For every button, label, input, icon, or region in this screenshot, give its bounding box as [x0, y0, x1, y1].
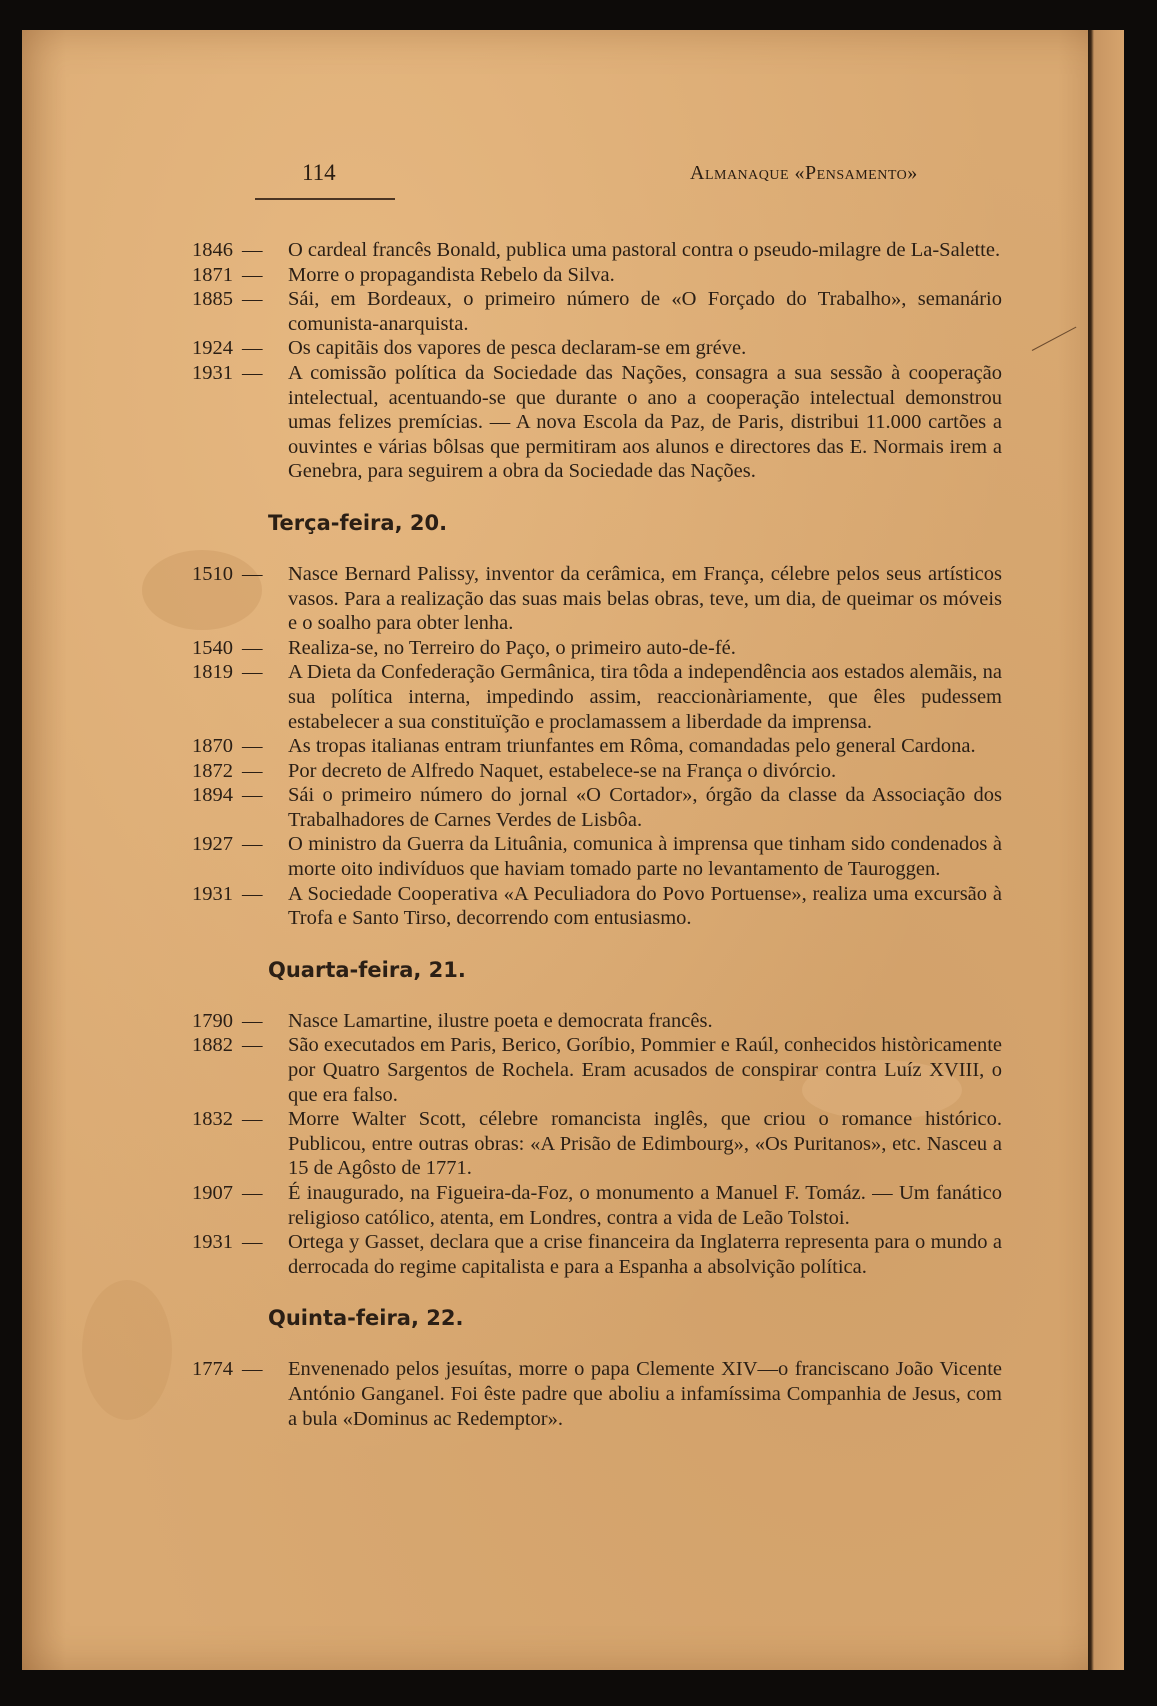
- chronology-entry: [192, 636, 1002, 661]
- entry-dash: —: [242, 1182, 263, 1204]
- chronology-entry: [192, 660, 1002, 734]
- chronology-entry: [192, 1033, 1002, 1107]
- entry-dash: —: [242, 661, 263, 684]
- entry-dash: —: [242, 882, 263, 905]
- entry-year: 1927: [192, 833, 233, 856]
- entry-dash: —: [242, 759, 263, 782]
- entry-year: 1872: [192, 759, 233, 782]
- entry-text: Envenenado pelos jesuítas, morre o papa Clemente XIV—o franciscano João Vicente António Ganganel. Foi êste padre que aboliu a infamíssima Companhia de Jesus, com a bula «Dominus ac Redemptor».: [288, 1358, 1002, 1430]
- entry-year: 1832: [192, 1108, 233, 1131]
- entry-year: 1931: [192, 361, 233, 384]
- entry-text: A Sociedade Cooperativa «A Peculiadora do Povo Portuense», realiza uma excursão à Trofa e Santo Tirso, decorrendo com entusiasmo.: [288, 882, 1002, 930]
- day-section: [192, 957, 1002, 1280]
- paper-stain: [82, 1280, 172, 1420]
- entry-text: As tropas italianas entram triunfantes em Rôma, comandadas pelo general Cardona.: [288, 735, 976, 758]
- entry-dash: —: [242, 263, 263, 286]
- entry-text: Os capitãis dos vapores de pesca declaram-se em gréve.: [288, 337, 747, 360]
- chronology-entry: [192, 263, 1002, 288]
- entry-year: 1931: [192, 882, 233, 905]
- entry-dash: —: [242, 239, 263, 261]
- page-edge: [1088, 30, 1124, 1670]
- entry-text: Morre Walter Scott, célebre romancista inglês, que criou o romance histórico. Publicou, entre outras obras: «A Prisão de Edimbourg», «Os Puritanos», etc. Nasceu a 15 de Agôsto de 1771.: [288, 1108, 1002, 1180]
- entry-text: O cardeal francês Bonald, publica uma pastoral contra o pseudo-milagre de La-Salette.: [288, 239, 1001, 261]
- entry-text: É inaugurado, na Figueira-da-Foz, o monumento a Manuel F. Tomáz. — Um fanático religioso católico, atenta, em Londres, contra a vida de Leão Tolstoi.: [288, 1182, 1002, 1229]
- entry-year: 1882: [192, 1034, 233, 1057]
- page-header: [0, 160, 1157, 200]
- chronology-entry: [192, 562, 1002, 636]
- entry-text: A Dieta da Confederação Germânica, tira tôda a independência aos estados alemãis, na sua política interna, impedindo assim, reaccionàriamente, que êles pudessem estabelecer a sua constituïção e proclamassem a liberdade da imprensa.: [288, 661, 1002, 733]
- chronology-entry: [192, 361, 1002, 484]
- chronology-entry: [192, 1230, 1002, 1279]
- chronology-text: [192, 238, 1002, 1431]
- entry-dash: —: [242, 636, 263, 659]
- running-title: Almanaque «Pensamento»: [690, 162, 918, 184]
- day-section: [192, 1305, 1002, 1431]
- entry-year: 1894: [192, 784, 233, 807]
- entry-dash: —: [242, 1108, 263, 1131]
- chronology-entry: [192, 734, 1002, 759]
- day-heading: Quinta-feira, 22.: [268, 1306, 464, 1331]
- chronology-entry: [192, 336, 1002, 361]
- entry-dash: —: [242, 1034, 263, 1057]
- entry-year: 1540: [192, 636, 233, 659]
- entry-text: Por decreto de Alfredo Naquet, estabelece-se na França o divórcio.: [288, 759, 837, 782]
- entry-dash: —: [242, 1009, 263, 1032]
- entry-year: 1510: [192, 562, 233, 585]
- entry-year: 1907: [192, 1182, 233, 1204]
- entry-text: Morre o propagandista Rebelo da Silva.: [288, 263, 615, 286]
- chronology-entry: [192, 287, 1002, 336]
- entry-text: Nasce Bernard Palissy, inventor da cerâmica, em França, célebre pelos seus artísticos vasos. Para a realização das suas mais belas obras, teve, um dia, de queimar os móveis e o soalho para obter lenha.: [288, 562, 1002, 635]
- header-rule: [255, 198, 395, 200]
- entry-dash: —: [242, 784, 263, 807]
- entry-year: 1790: [192, 1009, 233, 1032]
- day-heading: Terça-feira, 20.: [268, 510, 448, 535]
- chronology-entry: [192, 759, 1002, 784]
- entry-text: O ministro da Guerra da Lituânia, comunica à imprensa que tinham sido condenados à morte oito indivíduos que haviam tomado parte no levantamento de Tauroggen.: [288, 833, 1002, 881]
- chronology-entry: [192, 1107, 1002, 1181]
- entry-dash: —: [242, 337, 263, 360]
- entry-year: 1819: [192, 661, 233, 684]
- day-section: [192, 510, 1002, 931]
- entry-dash: —: [242, 288, 263, 311]
- entry-dash: —: [242, 833, 263, 856]
- entry-year: 1924: [192, 337, 233, 360]
- entry-text: Sái, em Bordeaux, o primeiro número de «O Forçado do Trabalho», semanário comunista-anarquista.: [288, 288, 1002, 335]
- chronology-entry: [192, 1181, 1002, 1230]
- entry-dash: —: [242, 361, 263, 384]
- entry-text: Sái o primeiro número do jornal «O Cortador», órgão da classe da Associação dos Trabalhadores de Carnes Verdes de Lisbôa.: [288, 784, 1002, 831]
- chronology-entry: [192, 882, 1002, 931]
- entry-year: 1885: [192, 288, 233, 311]
- entry-year: 1871: [192, 263, 233, 286]
- entry-dash: —: [242, 1231, 263, 1254]
- entry-dash: —: [242, 1358, 263, 1381]
- entry-text: São executados em Paris, Berico, Goríbio, Pommier e Raúl, conhecidos històricamente por Quatro Sargentos de Rochela. Eram acusados de conspirar contra Luíz XVIII, o que era falso.: [288, 1034, 1002, 1106]
- entry-dash: —: [242, 562, 263, 585]
- entry-text: A comissão política da Sociedade das Nações, consagra a sua sessão à cooperação intelectual, acentuando-se que durante o ano a cooperação intelectual demonstrou umas felizes premícias. — A nova Escola da Paz, de Paris, distribui 11.000 cartões a ouvintes e várias bôlsas que permitiram aos alunos e directores das E. Normais irem a Genebra, para seguirem a obra da Sociedade das Nações.: [288, 361, 1002, 483]
- chronology-entry: [192, 238, 1002, 263]
- entry-year: 1931: [192, 1231, 233, 1254]
- entry-text: Ortega y Gasset, declara que a crise financeira da Inglaterra representa para o mundo a derrocada do regime capitalista e para a Espanha a absolvição política.: [288, 1231, 1002, 1278]
- entry-year: 1846: [192, 239, 233, 261]
- chronology-entry: [192, 832, 1002, 881]
- chronology-entry: [192, 1357, 1002, 1431]
- chronology-entry: [192, 1009, 1002, 1034]
- paper-fiber: [1032, 327, 1077, 351]
- entry-text: Realiza-se, no Terreiro do Paço, o primeiro auto-de-fé.: [288, 636, 736, 659]
- day-section: [192, 238, 1002, 484]
- chronology-entry: [192, 783, 1002, 832]
- day-heading: Quarta-feira, 21.: [268, 957, 466, 982]
- entry-year: 1774: [192, 1358, 233, 1381]
- page-number: 114: [302, 160, 336, 185]
- entry-text: Nasce Lamartine, ilustre poeta e democrata francês.: [288, 1009, 713, 1032]
- entry-dash: —: [242, 735, 263, 758]
- entry-year: 1870: [192, 735, 233, 758]
